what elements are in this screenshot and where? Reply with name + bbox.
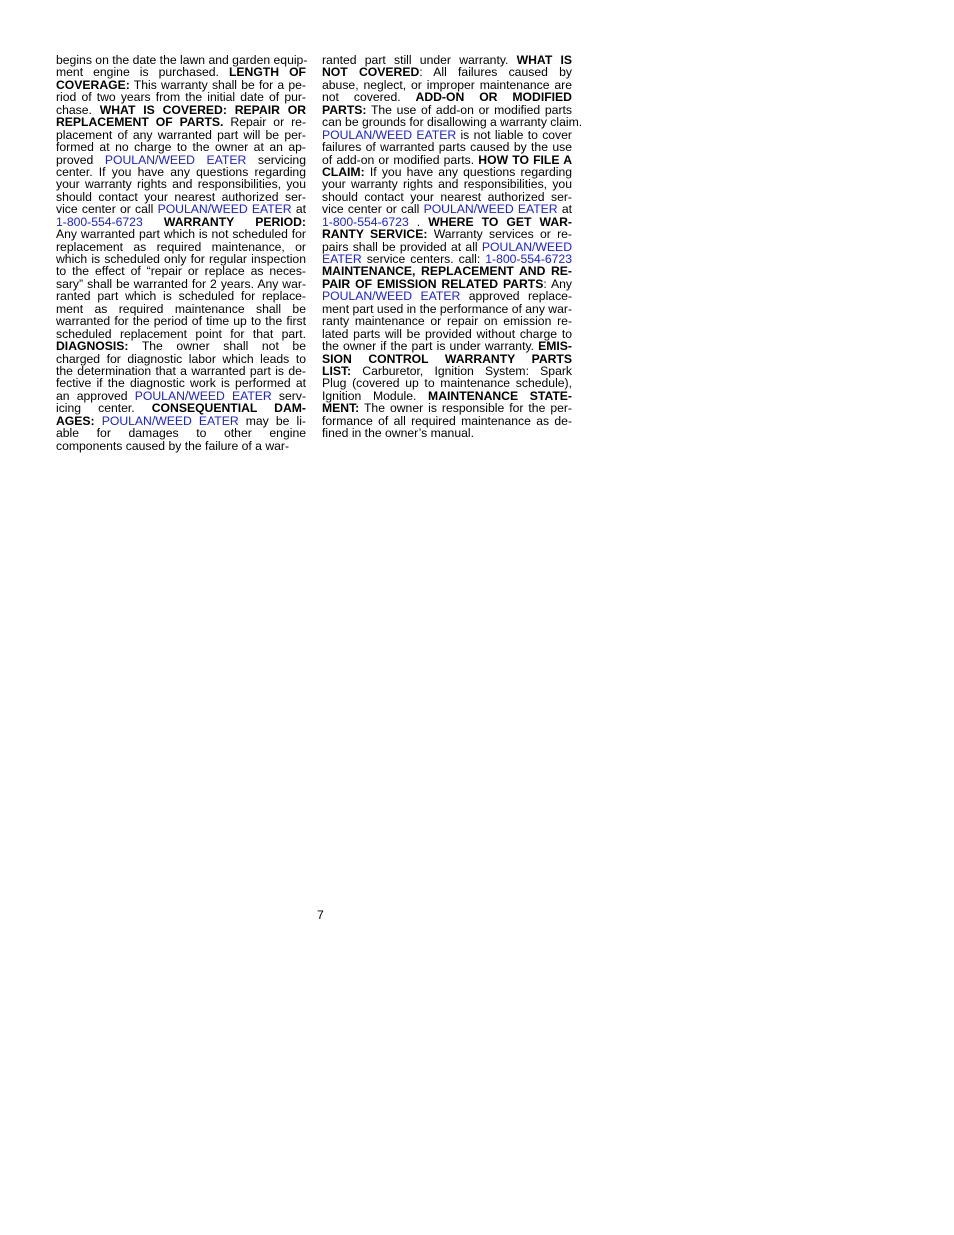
body-text: Ignition Module.	[322, 388, 429, 403]
body-text: which is scheduled only for regular inspection	[56, 252, 306, 266]
body-text: center. If you have any questions regarding	[56, 164, 306, 179]
body-text: ment as required maintenance shall be	[56, 301, 306, 316]
body-text: service centers. call:	[361, 252, 486, 266]
body-text: scheduled replacement point for that part.	[56, 326, 306, 341]
body-text: : All failures caused by	[419, 65, 573, 80]
body-text: the owner if the part is under warranty.	[322, 339, 539, 354]
text-line	[322, 427, 572, 439]
bold-heading-text: LIST:	[322, 363, 352, 378]
bold-heading-text: NOT COVERED	[322, 65, 420, 80]
body-text: vice center or call	[56, 202, 158, 217]
body-text: able for damages to other engine	[56, 426, 306, 441]
body-text: is not liable to cover	[456, 127, 572, 142]
brand-link-text: POULAN/WEED EATER	[322, 289, 461, 304]
bold-heading-text: WHAT IS COVERED: REPAIR OR	[99, 102, 306, 117]
bold-heading-text: MAINTENANCE STATE-	[428, 388, 572, 403]
body-text: The owner is responsible for the per-	[359, 401, 572, 416]
body-text: serv-	[271, 388, 306, 403]
bold-heading-text: SION CONTROL WARRANTY PARTS	[322, 351, 572, 366]
body-text: Repair or re-	[223, 115, 307, 130]
body-text: ranted part still under warranty.	[322, 53, 517, 67]
brand-link-text: EATER	[322, 252, 362, 266]
text-line	[56, 440, 306, 452]
body-text: ment part used in the performance of any war-	[322, 301, 572, 316]
body-text: should contact your nearest authorized ser-	[322, 189, 572, 204]
body-text: of add-on or modified parts.	[322, 152, 479, 167]
body-text: Carburetor, Ignition System: Spark	[351, 363, 572, 378]
body-text: formance of all required maintenance as de-	[322, 413, 572, 428]
body-text: sary” shall be warranted for 2 years. Any war-	[56, 276, 306, 291]
body-text: the determination that a warranted part is de-	[56, 363, 306, 378]
bold-heading-text: CLAIM:	[322, 164, 365, 179]
body-text: replacement as required maintenance, or	[56, 239, 306, 254]
bold-heading-text: AGES:	[56, 413, 95, 428]
brand-link-text: POULAN/WEED EATER	[101, 413, 239, 428]
body-text: Plug (covered up to maintenance schedule),	[322, 376, 572, 391]
brand-link-text: 1-800-554-6723	[56, 214, 143, 229]
body-text: The use of add-on or modified parts	[366, 102, 572, 117]
brand-link-text: POULAN/WEED EATER	[423, 202, 558, 217]
body-text: your warranty rights and responsibilities, you	[322, 177, 572, 192]
body-text: This warranty shall be for a pe-	[129, 77, 306, 92]
body-text: placement of any warranted part will be per-	[56, 127, 306, 142]
body-text: failures of warranted parts caused by the use	[322, 140, 572, 155]
brand-link-text: POULAN/WEED EATER	[322, 127, 457, 142]
bold-heading-text: WARRANTY PERIOD:	[163, 214, 306, 229]
brand-link-text: POULAN/WEED	[481, 239, 572, 254]
body-text: fective if the diagnostic work is performed at	[56, 376, 306, 391]
bold-heading-text: COVERAGE:	[56, 77, 130, 92]
body-text: approved replace-	[460, 289, 572, 304]
bold-heading-text: HOW TO FILE A	[478, 152, 572, 167]
brand-link-text: POULAN/WEED EATER	[104, 152, 247, 167]
bold-heading-text: RANTY SERVICE:	[322, 227, 428, 242]
body-text: formed at no charge to the owner at an ap-	[56, 140, 306, 155]
bold-heading-text: WHERE TO GET WAR-	[428, 214, 572, 229]
body-text: begins on the date the lawn and garden equip-	[56, 53, 308, 67]
body-text: The owner shall not be	[128, 339, 306, 354]
bold-heading-text: DIAGNOSIS:	[56, 339, 129, 354]
bold-heading-text: PAIR OF EMISSION RELATED PARTS	[322, 276, 544, 291]
bold-heading-text: ADD-ON OR MODIFIED	[415, 90, 572, 105]
body-text: ranted part which is scheduled for replace-	[56, 289, 306, 304]
body-text: your warranty rights and responsibilities, you	[56, 177, 306, 192]
body-text: servicing	[246, 152, 306, 167]
body-text: chase.	[56, 102, 100, 117]
body-text: may be li-	[238, 413, 306, 428]
body-text: components caused by the failure of a war-	[56, 438, 290, 453]
body-text: can be grounds for disallowing a warranty claim.	[322, 115, 583, 130]
body-text: pairs shall be provided at all	[322, 239, 482, 254]
brand-link-text: POULAN/WEED EATER	[134, 388, 272, 403]
body-text: fined in the owner’s manual.	[322, 426, 474, 441]
body-text: .	[408, 214, 429, 229]
body-text: ranty maintenance or repair on emission re-	[322, 314, 572, 329]
brand-link-text: 1-800-554-6723	[322, 214, 409, 229]
body-text: icing center.	[56, 401, 152, 416]
body-text: abuse, neglect, or improper maintenance are	[322, 77, 572, 92]
body-text: warranted for the period of time up to the first	[56, 314, 306, 329]
brand-link-text: POULAN/WEED EATER	[157, 202, 292, 217]
page-number: 7	[317, 908, 324, 922]
bold-heading-text: EMIS-	[538, 339, 572, 354]
body-text: should contact your nearest authorized ser-	[56, 189, 306, 204]
bold-heading-text: WHAT IS	[516, 53, 572, 67]
bold-heading-text: CONSEQUENTIAL DAM-	[151, 401, 306, 416]
bold-heading-text: MENT:	[322, 401, 360, 416]
text-column-left	[56, 54, 306, 452]
bold-heading-text: LENGTH OF	[228, 65, 306, 80]
body-text: at	[557, 202, 572, 217]
body-text: If you have any questions regarding	[364, 164, 572, 179]
body-text: charged for diagnostic labor which leads to	[56, 351, 306, 366]
body-text: Warranty services or re-	[427, 227, 572, 242]
body-text: : Any	[543, 276, 572, 291]
body-text: proved	[56, 152, 105, 167]
body-text: lated parts will be provided without charge to	[322, 326, 572, 341]
text-column-right	[322, 53, 583, 441]
bold-heading-text: REPLACEMENT OF PARTS.	[56, 115, 224, 130]
bold-heading-text: MAINTENANCE, REPLACEMENT AND RE-	[322, 264, 572, 279]
brand-link-text: 1-800-554-6723	[485, 252, 572, 266]
body-text: riod of two years from the initial date of pur-	[56, 90, 306, 105]
body-text: Any warranted part which is not scheduled for	[56, 227, 306, 242]
body-text: not covered.	[322, 90, 416, 105]
body-text: ment engine is purchased.	[56, 65, 229, 80]
body-text: to the effect of “repair or replace as neces-	[56, 264, 306, 279]
bold-heading-text: PARTS:	[322, 102, 367, 117]
body-text: at	[291, 202, 306, 217]
body-text: an approved	[56, 388, 135, 403]
body-text: vice center or call	[322, 202, 424, 217]
